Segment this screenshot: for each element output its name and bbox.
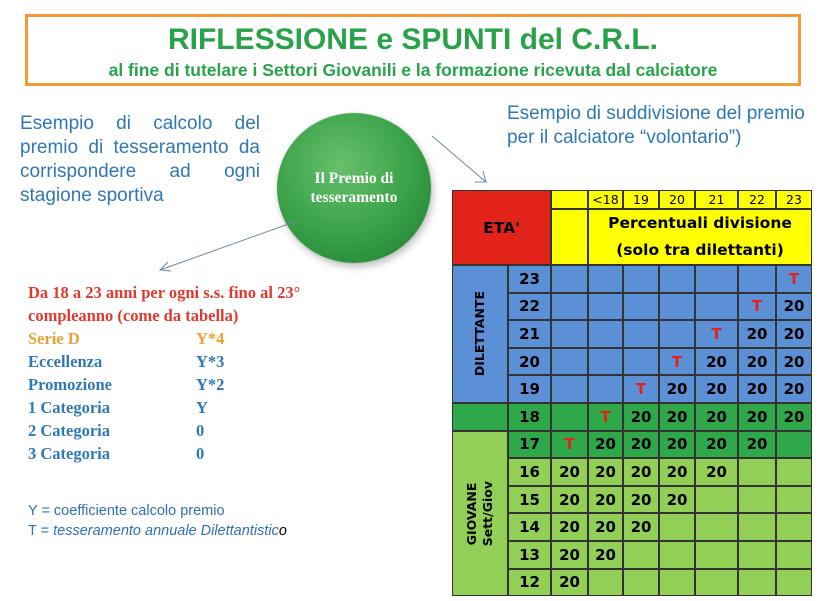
percent-header-line1: Percentuali divisione bbox=[608, 214, 792, 232]
percent-cell bbox=[623, 265, 659, 293]
percent-cell bbox=[776, 569, 812, 597]
percent-cell: 20 bbox=[776, 293, 812, 321]
percent-cell bbox=[776, 486, 812, 514]
percent-cell bbox=[738, 458, 776, 486]
percent-cell: 20 bbox=[551, 513, 588, 541]
percent-cell bbox=[588, 293, 623, 321]
percent-cell bbox=[623, 541, 659, 569]
rule-category: Eccellenza bbox=[28, 352, 103, 371]
tesseramento-cell: T bbox=[776, 265, 812, 293]
rule-value: Y*2 bbox=[196, 375, 225, 394]
group-dilettante bbox=[452, 265, 508, 403]
percent-cell: 20 bbox=[776, 320, 812, 348]
percent-cell: 20 bbox=[623, 513, 659, 541]
age-cell: 23 bbox=[508, 265, 551, 293]
percent-cell bbox=[551, 403, 588, 431]
percent-cell bbox=[588, 265, 623, 293]
rule-row bbox=[28, 373, 388, 396]
percent-cell: 20 bbox=[623, 431, 659, 459]
group-label-sett-giov: Sett/Giov bbox=[480, 480, 495, 547]
age-cell: 13 bbox=[508, 541, 551, 569]
title-box bbox=[25, 14, 801, 86]
age-header: 23 bbox=[776, 190, 812, 209]
percent-cell: 20 bbox=[776, 348, 812, 376]
percent-cell bbox=[659, 320, 695, 348]
percent-cell bbox=[776, 431, 812, 459]
percent-cell bbox=[695, 293, 738, 321]
age-cell: 15 bbox=[508, 486, 551, 514]
percent-cell bbox=[588, 569, 623, 597]
percent-cell: 20 bbox=[659, 486, 695, 514]
percent-cell: 20 bbox=[659, 375, 695, 403]
percent-cell: 20 bbox=[695, 458, 738, 486]
legend-t bbox=[28, 521, 287, 541]
percent-cell bbox=[623, 348, 659, 376]
percent-cell bbox=[776, 458, 812, 486]
rule-category: Serie D bbox=[28, 329, 80, 348]
percent-cell bbox=[659, 265, 695, 293]
legend-t-prefix: T = bbox=[28, 523, 54, 539]
arrow-to-calculation bbox=[160, 221, 297, 270]
percent-cell bbox=[738, 569, 776, 597]
legend bbox=[28, 501, 287, 541]
rule-category: 2 Categoria bbox=[28, 421, 111, 440]
tesseramento-cell: T bbox=[588, 403, 623, 431]
page-title: RIFLESSIONE e SPUNTI del C.R.L. bbox=[167, 23, 659, 56]
rule-value: Y*3 bbox=[196, 352, 225, 371]
percent-cell bbox=[659, 513, 695, 541]
percent-cell: 20 bbox=[659, 458, 695, 486]
age-cell: 14 bbox=[508, 513, 551, 541]
rule-value: 0 bbox=[196, 444, 205, 463]
percent-cell bbox=[588, 375, 623, 403]
rule-row bbox=[28, 419, 388, 442]
premio-table bbox=[452, 190, 812, 597]
percent-cell bbox=[695, 541, 738, 569]
percent-cell bbox=[551, 348, 588, 376]
percent-cell: 20 bbox=[738, 348, 776, 376]
percent-cell bbox=[623, 320, 659, 348]
age-header: <18 bbox=[588, 190, 623, 209]
percent-cell bbox=[551, 375, 588, 403]
percent-cell bbox=[738, 265, 776, 293]
percent-cell: 20 bbox=[551, 541, 588, 569]
percent-cell: 20 bbox=[659, 403, 695, 431]
percent-cell bbox=[738, 513, 776, 541]
rule-value: Y*4 bbox=[196, 329, 225, 348]
age-cell: 18 bbox=[508, 403, 551, 431]
tesseramento-cell: T bbox=[623, 375, 659, 403]
percent-cell bbox=[588, 348, 623, 376]
header-blank-cell bbox=[551, 190, 588, 209]
rule-row bbox=[28, 327, 388, 350]
page-subtitle: al fine di tutelare i Settori Giovanili e la formazione ricevuta dal calciatore bbox=[108, 60, 718, 80]
percent-cell bbox=[695, 569, 738, 597]
percent-cell bbox=[551, 320, 588, 348]
percent-cell: 20 bbox=[551, 486, 588, 514]
rule-category: Promozione bbox=[28, 375, 113, 394]
percent-cell bbox=[551, 265, 588, 293]
percent-cell: 20 bbox=[588, 513, 623, 541]
percent-cell bbox=[623, 569, 659, 597]
percent-cell bbox=[776, 541, 812, 569]
percent-cell bbox=[695, 265, 738, 293]
percent-cell: 20 bbox=[588, 458, 623, 486]
rule-value: Y bbox=[196, 398, 208, 417]
percent-cell: 20 bbox=[623, 458, 659, 486]
percent-cell: 20 bbox=[659, 431, 695, 459]
percent-cell bbox=[776, 513, 812, 541]
rule-category: 1 Categoria bbox=[28, 398, 111, 417]
legend-t-last: o bbox=[278, 523, 287, 539]
percent-cell: 20 bbox=[695, 431, 738, 459]
percent-cell bbox=[588, 320, 623, 348]
percent-cell: 20 bbox=[551, 569, 588, 597]
tesseramento-cell: T bbox=[738, 293, 776, 321]
percent-cell bbox=[695, 486, 738, 514]
percent-cell: 20 bbox=[623, 403, 659, 431]
group-giovane bbox=[452, 431, 508, 597]
arrow-to-table bbox=[432, 136, 486, 182]
group-label-dilettante: DILETTANTE bbox=[472, 291, 487, 377]
percent-cell: 20 bbox=[738, 320, 776, 348]
percent-cell: 20 bbox=[738, 375, 776, 403]
percent-cell bbox=[659, 569, 695, 597]
age-header: 19 bbox=[623, 190, 659, 209]
percent-cell: 20 bbox=[738, 431, 776, 459]
age-header: 20 bbox=[659, 190, 695, 209]
percent-cell: 20 bbox=[588, 431, 623, 459]
age-header: 22 bbox=[738, 190, 776, 209]
arrow-to-table-head bbox=[475, 171, 486, 182]
percent-cell: 20 bbox=[695, 348, 738, 376]
age-cell: 22 bbox=[508, 293, 551, 321]
legend-t-text: tesseramento annuale Dilettantistic bbox=[53, 523, 279, 539]
left-intro-text: Esempio di calcolo del premio di tesseramento da corrispondere ad ogni stagione sportiva bbox=[20, 113, 260, 206]
percent-header-line2: (solo tra dilettanti) bbox=[616, 241, 784, 259]
percent-cell: 20 bbox=[776, 403, 812, 431]
age-cell: 20 bbox=[508, 348, 551, 376]
tesseramento-cell: T bbox=[659, 348, 695, 376]
percent-cell: 20 bbox=[623, 486, 659, 514]
rule-row bbox=[28, 350, 388, 373]
arrow-to-calculation-head bbox=[160, 262, 171, 271]
group-blank-cell bbox=[452, 403, 508, 431]
percent-cell: 20 bbox=[588, 541, 623, 569]
percent-header bbox=[588, 209, 812, 265]
rule-row bbox=[28, 442, 388, 465]
rule-row bbox=[28, 396, 388, 419]
percent-cell bbox=[695, 513, 738, 541]
eta-header: ETA' bbox=[452, 190, 551, 265]
age-cell: 17 bbox=[508, 431, 551, 459]
circle-line-1: Il Premio di bbox=[314, 170, 394, 187]
rule-value: 0 bbox=[196, 421, 205, 440]
tesseramento-cell: T bbox=[551, 431, 588, 459]
percent-cell bbox=[659, 293, 695, 321]
calculation-rules bbox=[28, 281, 388, 465]
age-cell: 21 bbox=[508, 320, 551, 348]
right-intro-text: Esempio di suddivisione del premio per il calciatore “volontario”) bbox=[507, 103, 805, 148]
percent-cell bbox=[738, 541, 776, 569]
tesseramento-cell: T bbox=[695, 320, 738, 348]
percent-cell: 20 bbox=[738, 403, 776, 431]
percent-cell bbox=[738, 486, 776, 514]
percent-cell bbox=[659, 541, 695, 569]
rule-category: 3 Categoria bbox=[28, 444, 111, 463]
age-cell: 16 bbox=[508, 458, 551, 486]
age-header: 21 bbox=[695, 190, 738, 209]
percent-cell: 20 bbox=[588, 486, 623, 514]
age-cell: 12 bbox=[508, 569, 551, 597]
percent-cell: 20 bbox=[776, 375, 812, 403]
percent-cell: 20 bbox=[695, 375, 738, 403]
percent-cell: 20 bbox=[551, 458, 588, 486]
group-label-giovane: GIOVANE bbox=[464, 482, 479, 545]
age-cell: 19 bbox=[508, 375, 551, 403]
percent-cell: 20 bbox=[695, 403, 738, 431]
percent-cell bbox=[623, 293, 659, 321]
percent-cell bbox=[551, 293, 588, 321]
rule-intro: Da 18 a 23 anni per ogni s.s. fino al 23° compleanno (come da tabella) bbox=[28, 283, 301, 325]
legend-y: Y = coefficiente calcolo premio bbox=[28, 503, 225, 519]
header-blank-cell bbox=[551, 209, 588, 265]
circle-line-2: tesseramento bbox=[310, 189, 398, 206]
premio-circle bbox=[277, 113, 431, 263]
